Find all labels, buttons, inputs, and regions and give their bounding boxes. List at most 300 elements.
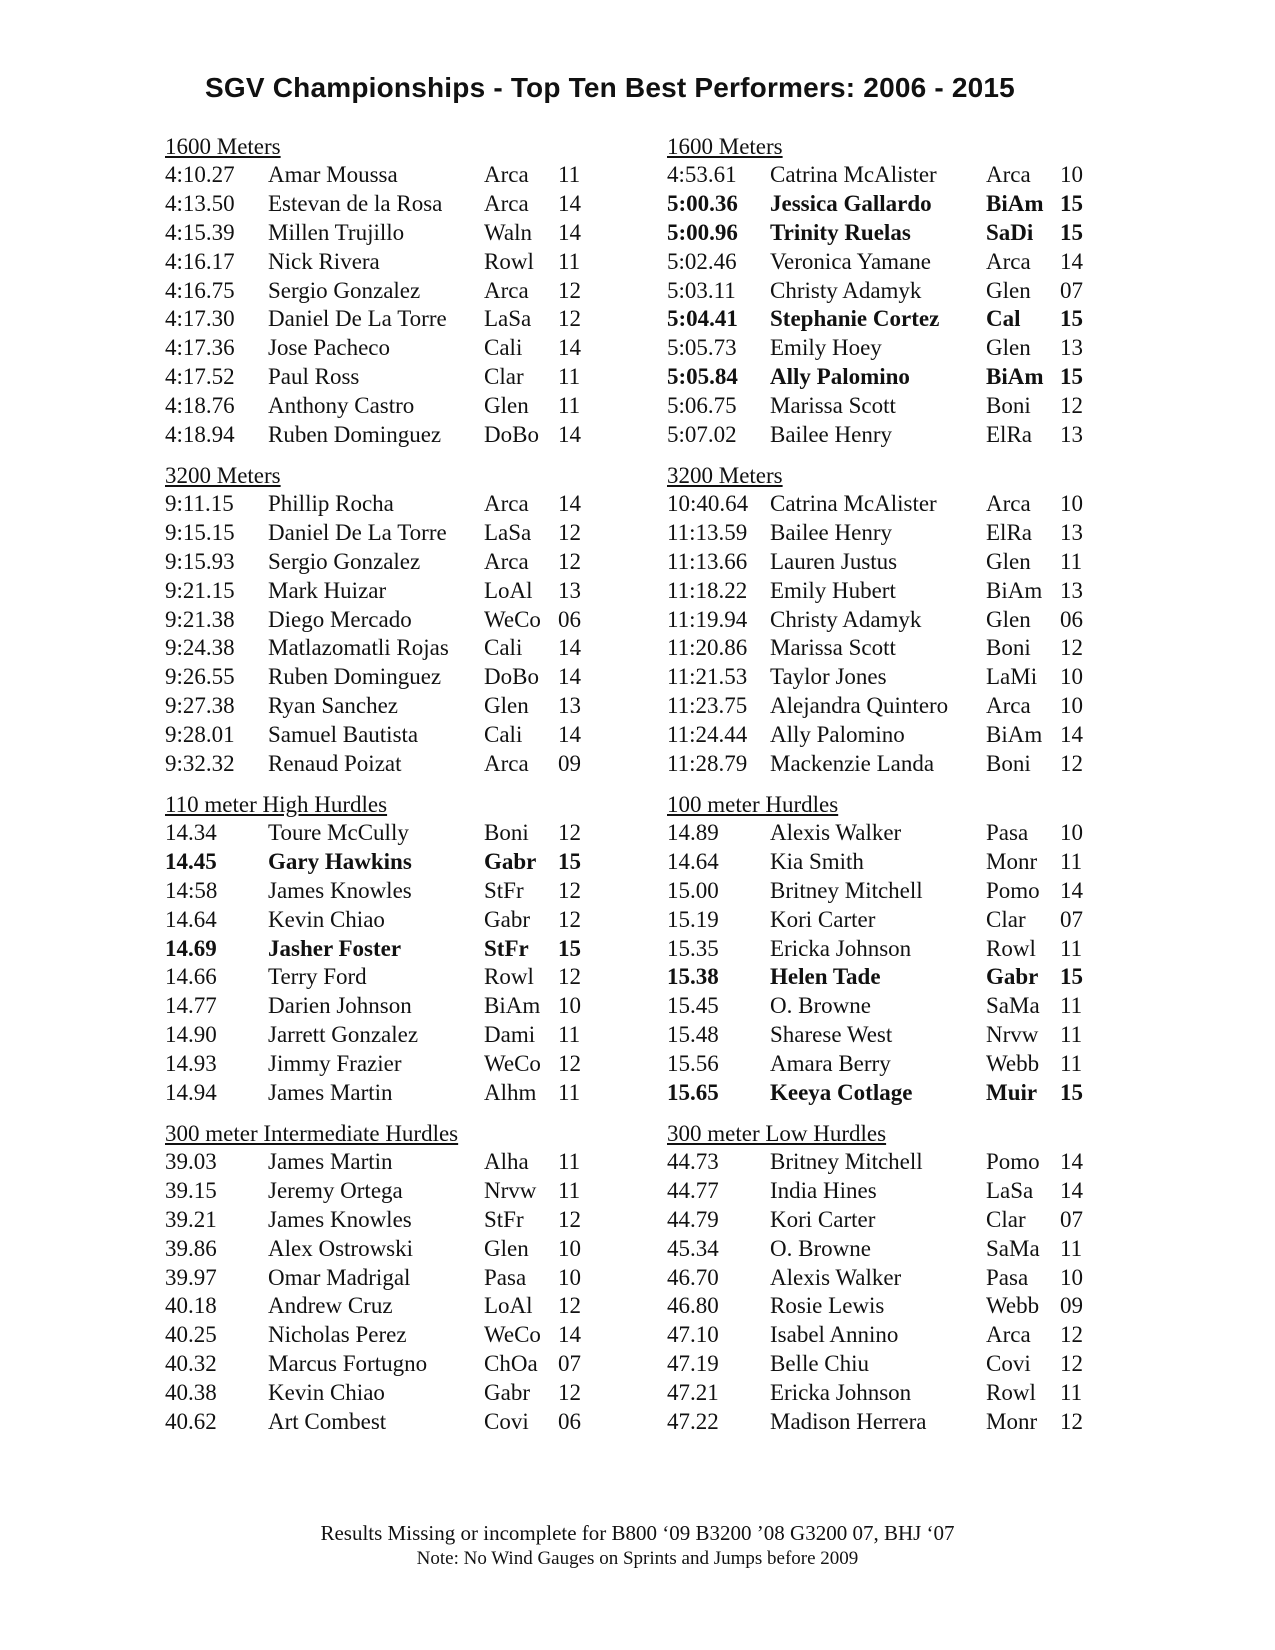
result-row (165, 935, 605, 964)
result-mark: 4:17.52 (165, 364, 235, 390)
school-code: Arca (484, 162, 529, 187)
result-mark: 14.93 (165, 1051, 217, 1077)
athlete-name: Britney Mitchell (770, 877, 923, 903)
athlete-name: Madison Herrera (770, 1409, 927, 1435)
result-mark: 5:04.41 (667, 306, 738, 332)
result-mark: 15.38 (667, 964, 719, 990)
result-mark: 15.35 (667, 935, 719, 961)
year: 09 (1060, 1293, 1083, 1319)
athlete-name: Ruben Dominguez (268, 664, 442, 690)
result-row (667, 877, 1107, 906)
result-mark: 5:00.36 (667, 190, 738, 216)
school-code: Arca (986, 693, 1031, 719)
result-mark: 44.79 (667, 1206, 719, 1232)
year: 07 (1060, 906, 1083, 932)
event-section (667, 462, 1107, 779)
year: 15 (1060, 306, 1083, 332)
school-code: Webb (986, 1051, 1040, 1077)
year: 11 (1060, 1051, 1083, 1077)
result-mark: 9:27.38 (165, 693, 235, 719)
year: 12 (558, 306, 581, 332)
year: 10 (558, 1235, 581, 1261)
year: 13 (558, 577, 581, 603)
year: 12 (558, 519, 581, 545)
result-mark: 40.18 (165, 1293, 217, 1319)
result-mark: 9:11.15 (165, 491, 234, 516)
athlete-name: Amara Berry (770, 1051, 891, 1077)
result-row (165, 1206, 605, 1235)
result-row (165, 1408, 605, 1437)
year: 11 (558, 364, 581, 390)
athlete-name: Ally Palomino (770, 364, 910, 390)
result-row (667, 161, 1107, 190)
result-row (165, 663, 605, 692)
athlete-name: Millen Trujillo (268, 219, 405, 245)
athlete-name: Jimmy Frazier (268, 1051, 402, 1077)
year: 12 (1060, 635, 1083, 661)
result-row (165, 1321, 605, 1350)
result-mark: 4:15.39 (165, 219, 235, 245)
athlete-name: Keeya Cotlage (770, 1080, 913, 1106)
event-section (165, 133, 605, 450)
athlete-name: Daniel De La Torre (268, 519, 447, 545)
result-mark: 45.34 (667, 1235, 719, 1261)
result-row (667, 1050, 1107, 1079)
results-list (165, 819, 605, 1108)
year: 15 (1060, 1080, 1083, 1106)
athlete-name: Kori Carter (770, 906, 876, 932)
athlete-name: Art Combest (268, 1409, 387, 1435)
result-row (667, 334, 1107, 363)
result-mark: 9:15.93 (165, 548, 235, 574)
year: 06 (558, 1409, 581, 1435)
result-mark: 14:58 (165, 877, 218, 903)
school-code: LaSa (484, 306, 532, 332)
athlete-name: Kevin Chiao (268, 906, 385, 932)
result-row (165, 277, 605, 306)
result-mark: 15.56 (667, 1051, 719, 1077)
result-row (667, 992, 1107, 1021)
year: 15 (1060, 219, 1083, 245)
result-row (165, 248, 605, 277)
result-mark: 4:16.75 (165, 277, 235, 303)
school-code: Covi (986, 1351, 1031, 1377)
result-row (165, 877, 605, 906)
school-code: WeCo (484, 1051, 541, 1077)
result-mark: 5:03.11 (667, 277, 736, 303)
athlete-name: Marissa Scott (770, 635, 896, 661)
result-mark: 39.97 (165, 1264, 217, 1290)
school-code: Gabr (986, 964, 1039, 990)
athlete-name: Darien Johnson (268, 993, 412, 1019)
athlete-name: Trinity Ruelas (770, 219, 911, 245)
school-code: Gabr (484, 848, 537, 874)
result-mark: 14.34 (165, 820, 217, 845)
result-row (667, 1235, 1107, 1264)
school-code: LaMi (986, 664, 1038, 690)
athlete-name: Ruben Dominguez (268, 422, 442, 448)
school-code: Gabr (484, 906, 530, 932)
school-code: BiAm (986, 577, 1043, 603)
school-code: Glen (986, 606, 1031, 632)
school-code: Pomo (986, 877, 1040, 903)
school-code: Arca (986, 491, 1031, 516)
school-code: Boni (986, 635, 1031, 661)
school-code: Nrvw (484, 1177, 537, 1203)
result-row (165, 721, 605, 750)
school-code: SaMa (986, 1235, 1040, 1261)
school-code: Monr (986, 1409, 1038, 1435)
school-code: Pasa (986, 1264, 1029, 1290)
athlete-name: Taylor Jones (770, 664, 887, 690)
school-code: Glen (484, 393, 529, 419)
year: 10 (558, 1264, 581, 1290)
athlete-name: James Martin (268, 1080, 393, 1106)
athlete-name: Ericka Johnson (770, 935, 912, 961)
result-mark: 40.32 (165, 1351, 217, 1377)
result-mark: 11:21.53 (667, 664, 748, 690)
athlete-name: Christy Adamyk (770, 606, 922, 632)
result-mark: 11:20.86 (667, 635, 748, 661)
school-code: Glen (986, 335, 1031, 361)
athlete-name: Kevin Chiao (268, 1380, 385, 1406)
athlete-name: Alexis Walker (770, 820, 902, 845)
athlete-name: Emily Hoey (770, 335, 882, 361)
school-code: StFr (484, 935, 529, 961)
result-mark: 4:53.61 (667, 162, 737, 187)
school-code: BiAm (986, 190, 1044, 216)
year: 11 (1060, 548, 1083, 574)
result-mark: 11:18.22 (667, 577, 748, 603)
result-mark: 14.90 (165, 1022, 217, 1048)
year: 14 (558, 1322, 581, 1348)
athlete-name: Amar Moussa (268, 162, 398, 187)
results-list (667, 1148, 1107, 1437)
result-row (165, 1079, 605, 1108)
school-code: StFr (484, 1206, 524, 1232)
year: 12 (558, 877, 581, 903)
school-code: Rowl (986, 1380, 1036, 1406)
result-mark: 11:19.94 (667, 606, 748, 632)
year: 13 (1060, 335, 1083, 361)
year: 14 (558, 335, 581, 361)
result-row (165, 1050, 605, 1079)
school-code: Waln (484, 219, 532, 245)
athlete-name: Alex Ostrowski (268, 1235, 414, 1261)
result-row (165, 963, 605, 992)
result-row (165, 190, 605, 219)
results-list (165, 161, 605, 450)
year: 12 (1060, 751, 1083, 777)
school-code: Glen (986, 548, 1031, 574)
year: 10 (1060, 491, 1083, 516)
result-mark: 9:15.15 (165, 519, 235, 545)
athlete-name: Phillip Rocha (268, 491, 394, 516)
athlete-name: Lauren Justus (770, 548, 898, 574)
athlete-name: Ericka Johnson (770, 1380, 912, 1406)
result-row (165, 606, 605, 635)
event-heading: 3200 Meters (667, 463, 783, 488)
athlete-name: Marcus Fortugno (268, 1351, 428, 1377)
result-row (667, 363, 1107, 392)
result-mark: 9:32.32 (165, 751, 235, 777)
result-mark: 47.10 (667, 1322, 719, 1348)
result-mark: 47.19 (667, 1351, 719, 1377)
year: 10 (1060, 664, 1083, 690)
school-code: LaSa (986, 1177, 1034, 1203)
school-code: DoBo (484, 422, 539, 448)
year: 14 (558, 422, 581, 448)
result-row (667, 1177, 1107, 1206)
year: 12 (558, 820, 581, 845)
athlete-name: Jarrett Gonzalez (268, 1022, 419, 1048)
athlete-name: Mark Huizar (268, 577, 387, 603)
school-code: Monr (986, 848, 1038, 874)
athlete-name: Veronica Yamane (770, 248, 931, 274)
result-mark: 9:24.38 (165, 635, 235, 661)
year: 14 (1060, 1177, 1083, 1203)
athlete-name: Jasher Foster (268, 935, 402, 961)
result-row (165, 577, 605, 606)
result-row (667, 663, 1107, 692)
year: 11 (1060, 848, 1083, 874)
year: 15 (1060, 364, 1083, 390)
result-mark: 4:17.30 (165, 306, 235, 332)
year: 12 (558, 1051, 581, 1077)
school-code: Pomo (986, 1149, 1040, 1174)
result-row (165, 634, 605, 663)
school-code: ChOa (484, 1351, 538, 1377)
school-code: Boni (986, 751, 1031, 777)
year: 14 (558, 219, 581, 245)
result-mark: 9:21.38 (165, 606, 235, 632)
result-mark: 44.73 (667, 1149, 719, 1174)
school-code: Rowl (484, 248, 534, 274)
year: 09 (558, 751, 581, 777)
year: 11 (558, 1022, 581, 1048)
year: 15 (558, 935, 581, 961)
year: 11 (558, 162, 581, 187)
year: 11 (558, 1080, 581, 1106)
page-title: SGV Championships - Top Ten Best Performers: 2006 - 2015 (205, 72, 1015, 103)
result-mark: 4:10.27 (165, 162, 235, 187)
school-code: Cali (484, 335, 523, 361)
event-heading: 1600 Meters (667, 134, 783, 159)
year: 10 (1060, 820, 1083, 845)
result-mark: 5:05.84 (667, 364, 738, 390)
year: 13 (1060, 519, 1083, 545)
result-row (667, 819, 1107, 848)
result-mark: 9:21.15 (165, 577, 235, 603)
result-row (667, 692, 1107, 721)
result-row (667, 935, 1107, 964)
school-code: Rowl (986, 935, 1036, 961)
school-code: Cal (986, 306, 1021, 332)
result-row (165, 819, 605, 848)
event-heading: 1600 Meters (165, 134, 281, 159)
result-row (165, 334, 605, 363)
year: 12 (558, 277, 581, 303)
result-row (165, 548, 605, 577)
result-mark: 4:17.36 (165, 335, 235, 361)
athlete-name: Kori Carter (770, 1206, 876, 1232)
year: 07 (1060, 1206, 1083, 1232)
athlete-name: Daniel De La Torre (268, 306, 447, 332)
result-mark: 5:05.73 (667, 335, 737, 361)
result-row (165, 490, 605, 519)
athlete-name: James Knowles (268, 877, 412, 903)
year: 12 (1060, 1351, 1083, 1377)
result-mark: 4:13.50 (165, 190, 235, 216)
result-mark: 40.25 (165, 1322, 217, 1348)
year: 14 (558, 722, 581, 748)
athlete-name: Bailee Henry (770, 422, 892, 448)
school-code: Dami (484, 1022, 536, 1048)
year: 12 (558, 548, 581, 574)
school-code: Glen (484, 693, 529, 719)
athlete-name: O. Browne (770, 993, 871, 1019)
school-code: Gabr (484, 1380, 530, 1406)
result-mark: 14.64 (667, 848, 719, 874)
school-code: Arca (986, 162, 1031, 187)
result-row (667, 1206, 1107, 1235)
result-mark: 39.21 (165, 1206, 217, 1232)
school-code: Cali (484, 635, 523, 661)
result-row (165, 692, 605, 721)
result-row (667, 1408, 1107, 1437)
result-row (165, 305, 605, 334)
result-mark: 14.69 (165, 935, 217, 961)
year: 11 (558, 393, 581, 419)
athlete-name: Jose Pacheco (268, 335, 390, 361)
result-mark: 10:40.64 (667, 491, 749, 516)
athlete-name: Terry Ford (268, 964, 367, 990)
results-list (165, 490, 605, 779)
school-code: Arca (484, 751, 529, 777)
school-code: BiAm (986, 364, 1044, 390)
school-code: Alhm (484, 1080, 537, 1106)
athlete-name: James Knowles (268, 1206, 412, 1232)
result-row (667, 392, 1107, 421)
result-mark: 46.80 (667, 1293, 719, 1319)
school-code: Pasa (484, 1264, 527, 1290)
school-code: WeCo (484, 1322, 541, 1348)
event-section (165, 791, 605, 1108)
school-code: ElRa (986, 422, 1032, 448)
school-code: Nrvw (986, 1022, 1039, 1048)
school-code: LoAl (484, 1293, 533, 1319)
year: 10 (1060, 693, 1083, 719)
year: 07 (558, 1351, 581, 1377)
year: 06 (1060, 606, 1083, 632)
result-mark: 15.48 (667, 1022, 719, 1048)
result-mark: 9:28.01 (165, 722, 235, 748)
result-row (667, 577, 1107, 606)
result-mark: 39.15 (165, 1177, 217, 1203)
result-mark: 4:18.94 (165, 422, 235, 448)
result-mark: 44.77 (667, 1177, 719, 1203)
event-section (667, 791, 1107, 1108)
year: 12 (558, 906, 581, 932)
result-row (667, 248, 1107, 277)
result-row (165, 1292, 605, 1321)
year: 13 (558, 693, 581, 719)
result-row (667, 490, 1107, 519)
result-row (667, 634, 1107, 663)
result-row (667, 750, 1107, 779)
athlete-name: Samuel Bautista (268, 722, 419, 748)
athlete-name: Nicholas Perez (268, 1322, 407, 1348)
result-mark: 11:24.44 (667, 722, 748, 748)
result-mark: 40.62 (165, 1409, 217, 1435)
athlete-name: Omar Madrigal (268, 1264, 411, 1290)
result-mark: 15.45 (667, 993, 719, 1019)
result-mark: 47.21 (667, 1380, 719, 1406)
result-mark: 11:13.66 (667, 548, 748, 574)
result-row (667, 606, 1107, 635)
event-heading: 110 meter High Hurdles (165, 792, 388, 817)
result-row (667, 848, 1107, 877)
event-section (667, 1120, 1107, 1437)
athlete-name: Nick Rivera (268, 248, 380, 274)
result-row (165, 392, 605, 421)
year: 14 (558, 491, 581, 516)
athlete-name: Jeremy Ortega (268, 1177, 403, 1203)
result-row (667, 277, 1107, 306)
school-code: Arca (484, 491, 529, 516)
school-code: BiAm (484, 993, 541, 1019)
athlete-name: Estevan de la Rosa (268, 190, 443, 216)
year: 12 (1060, 1409, 1083, 1435)
result-row (667, 963, 1107, 992)
result-row (165, 1379, 605, 1408)
result-row (667, 190, 1107, 219)
event-heading: 3200 Meters (165, 463, 281, 488)
school-code: Pasa (986, 820, 1029, 845)
results-list (667, 161, 1107, 450)
result-row (165, 1350, 605, 1379)
result-row (667, 1350, 1107, 1379)
school-code: Cali (484, 722, 523, 748)
year: 12 (1060, 1322, 1083, 1348)
year: 15 (1060, 190, 1083, 216)
result-row (165, 906, 605, 935)
result-row (667, 1021, 1107, 1050)
athlete-name: Ally Palomino (770, 722, 905, 748)
school-code: Rowl (484, 964, 534, 990)
result-mark: 40.38 (165, 1380, 217, 1406)
school-code: Arca (484, 190, 529, 216)
athlete-name: Paul Ross (268, 364, 360, 390)
result-mark: 15.19 (667, 906, 719, 932)
school-code: Muir (986, 1080, 1038, 1106)
result-mark: 39.86 (165, 1235, 217, 1261)
athlete-name: Christy Adamyk (770, 277, 922, 303)
school-code: BiAm (986, 722, 1043, 748)
result-row (667, 1148, 1107, 1177)
year: 15 (1060, 964, 1083, 990)
athlete-name: James Martin (268, 1149, 393, 1174)
year: 14 (1060, 248, 1083, 274)
athlete-name: Helen Tade (770, 964, 881, 990)
event-section (165, 1120, 605, 1437)
result-row (165, 519, 605, 548)
school-code: Arca (986, 1322, 1031, 1348)
result-row (165, 992, 605, 1021)
event-section (667, 133, 1107, 450)
school-code: Glen (484, 1235, 529, 1261)
year: 11 (1060, 1235, 1083, 1261)
